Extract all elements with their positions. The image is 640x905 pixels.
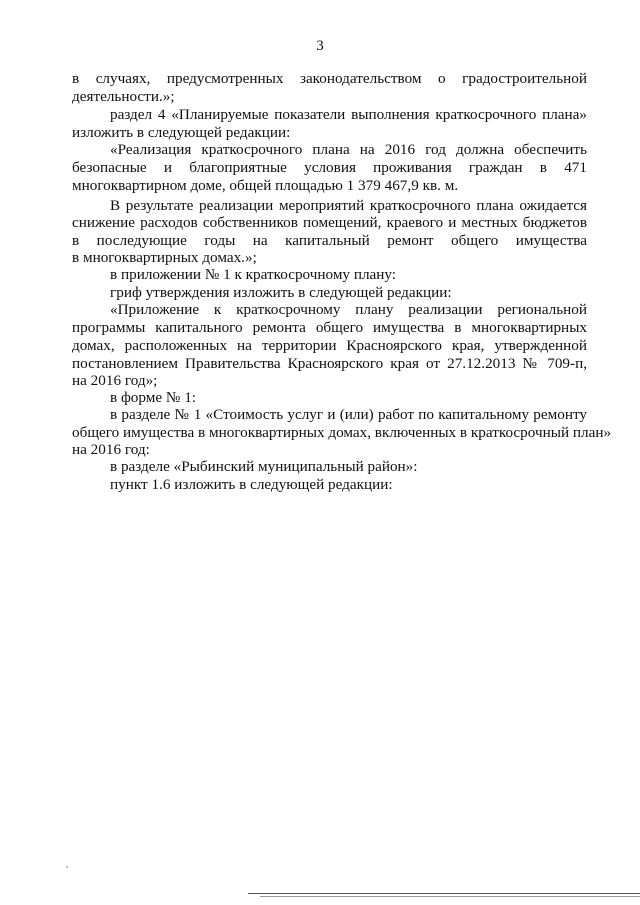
text-line: постановлением Правительства Красноярского края от 27.12.2013 № 709-п, — [72, 355, 587, 372]
text-line: «Реализация краткосрочного плана на 2016 год должна обеспечить — [110, 141, 587, 158]
text-line: в разделе № 1 «Стоимость услуг и (или) работ по капитальному ремонту — [110, 406, 587, 423]
text-line: в форме № 1: — [110, 389, 197, 406]
text-line: в разделе «Рыбинский муниципальный район»: — [110, 458, 418, 475]
text-line: домах, расположенных на территории Красноярского края, утвержденной — [72, 337, 587, 354]
scan-edge-line — [260, 896, 640, 897]
text-line: в случаях, предусмотренных законодательством о градостроительной — [72, 70, 587, 87]
text-line: раздел 4 «Планируемые показатели выполнения краткосрочного плана» — [110, 106, 587, 123]
text-line: в приложении № 1 к краткосрочному плану: — [110, 266, 397, 283]
text-line: снижение расходов собственников помещений, краевого и местных бюджетов — [72, 214, 587, 231]
text-line: В результате реализации мероприятий краткосрочного плана ожидается — [110, 197, 587, 214]
page-number: 3 — [316, 38, 324, 54]
text-line: общего имущества в многоквартирных домах, включенных в краткосрочный план» — [72, 424, 612, 441]
text-line: на 2016 год: — [72, 441, 150, 458]
text-line: «Приложение к краткосрочному плану реализации региональной — [110, 301, 587, 318]
text-line: на 2016 год»; — [72, 372, 158, 389]
text-line: в многоквартирных домах.»; — [72, 249, 257, 266]
text-line: деятельности.»; — [72, 88, 175, 105]
text-line: многоквартирном доме, общей площадью 1 379 467,9 кв. м. — [72, 177, 459, 194]
scan-edge-line — [248, 893, 640, 894]
text-line: программы капитального ремонта общего имущества в многоквартирных — [72, 319, 587, 336]
text-line: в последующие годы на капитальный ремонт общего имущества — [72, 232, 587, 249]
text-line: изложить в следующей редакции: — [72, 124, 291, 141]
text-line: безопасные и благоприятные условия проживания граждан в 471 — [72, 159, 587, 176]
text-line: гриф утверждения изложить в следующей редакции: — [110, 284, 452, 301]
text-line: пункт 1.6 изложить в следующей редакции: — [110, 476, 393, 493]
scan-speck — [66, 866, 68, 868]
